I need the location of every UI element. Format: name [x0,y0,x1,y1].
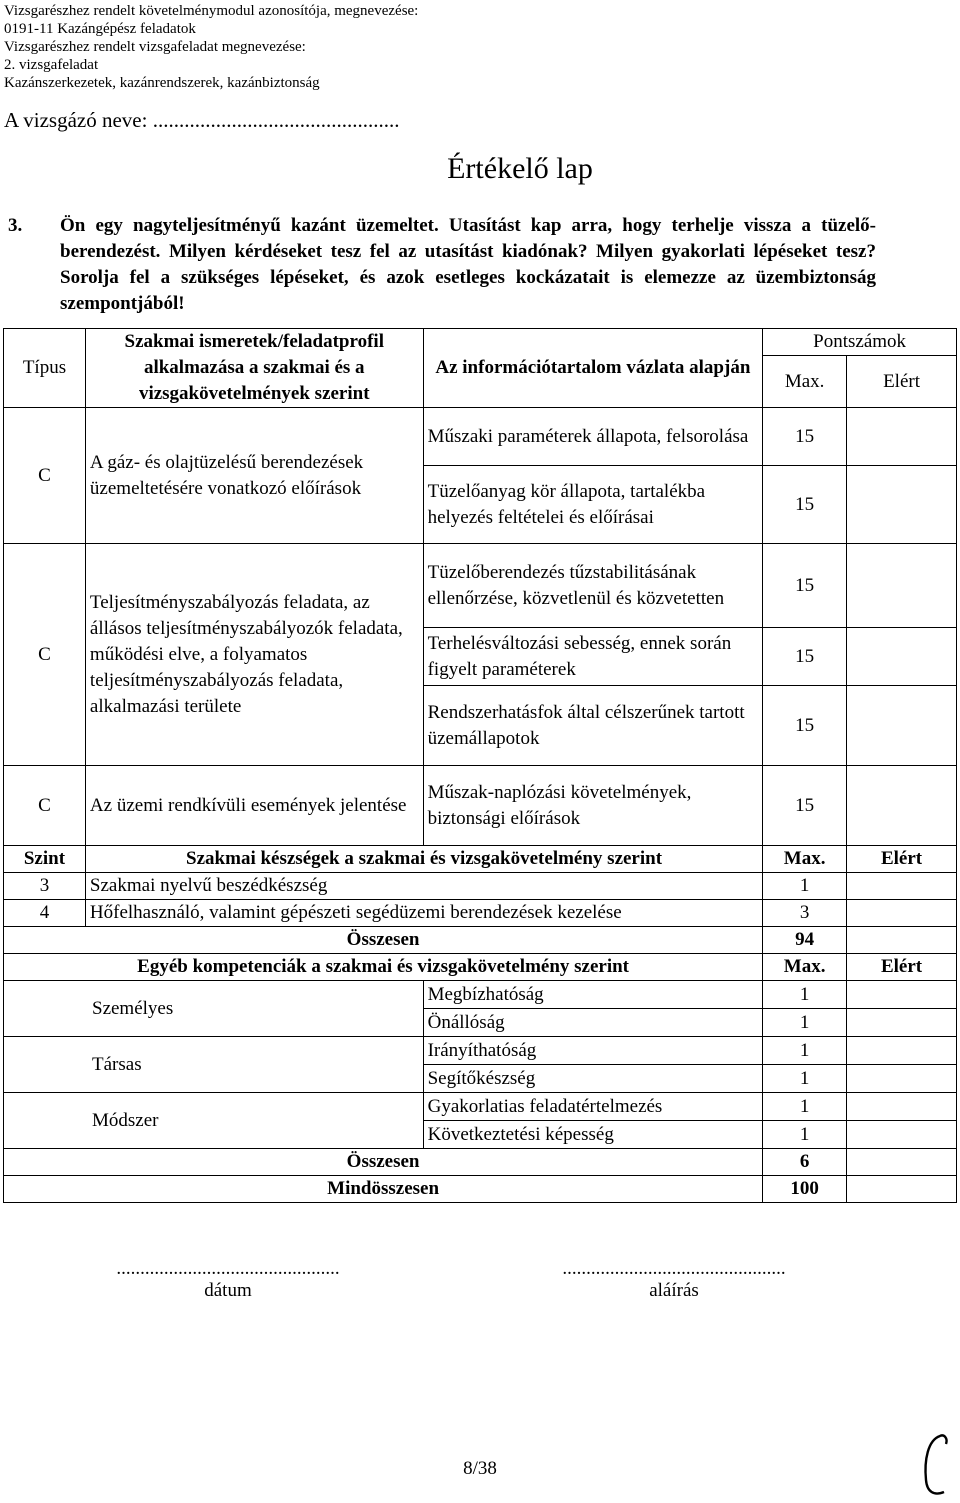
achieved-points[interactable] [847,766,957,846]
points-header: Pontszámok [763,329,957,356]
competence-achieved[interactable] [847,1009,957,1037]
competence-max: 1 [763,1009,847,1037]
achieved-points[interactable] [847,544,957,628]
skills-header: Szakmai készségek a szakmai és vizsgakövetelmény szerint [85,846,762,873]
info-header: Az információtartalom vázlata alapján [423,329,763,408]
competence-max: 1 [763,1121,847,1149]
date-signature-block [92,1258,364,1302]
page-number: 8/38 [463,1458,497,1479]
other-achieved-header: Elért [847,954,957,981]
other-total: 6 [763,1149,847,1176]
candidate-name-field: A vizsgázó neve: ............................................... [4,108,400,132]
competence-achieved[interactable] [847,981,957,1009]
competence-achieved[interactable] [847,1121,957,1149]
max-points: 15 [763,408,847,466]
achieved-header: Elért [847,356,957,408]
competence-item: Irányíthatóság [423,1037,763,1065]
max-points: 15 [763,466,847,544]
signature-block [538,1258,810,1302]
max-points: 15 [763,544,847,628]
competence-item: Önállóság [423,1009,763,1037]
competence-item: Következtetési képesség [423,1121,763,1149]
achieved-points[interactable] [847,628,957,686]
competence-group: Személyes [4,981,424,1037]
date-label: dátum [204,1280,252,1301]
other-total-label: Összesen [4,1149,763,1176]
skills-max-header: Max. [763,846,847,873]
task-description [8,213,876,317]
achieved-points[interactable] [847,686,957,766]
competence-item: Gyakorlatias feladatértelmezés [423,1093,763,1121]
other-max-header: Max. [763,954,847,981]
skill-level: 3 [4,873,86,900]
info-item: Tüzelőberendezés tűzstabilitásának ellenőrzése, közvetlenül és közvetetten [423,544,763,628]
level-header: Szint [4,846,86,873]
page-title: Értékelő lap [447,152,593,185]
skill-max: 1 [763,873,847,900]
handwritten-mark [918,1430,958,1500]
achieved-points[interactable] [847,466,957,544]
competence-achieved[interactable] [847,1037,957,1065]
competence-item: Megbízhatóság [423,981,763,1009]
header-line-1: Vizsgarészhez rendelt követelménymodul azonosítója, megnevezése: [4,3,419,19]
info-item: Terhelésváltozási sebesség, ennek során figyelt paraméterek [423,628,763,686]
skills-total: 94 [763,927,847,954]
group-type: C [4,408,86,544]
task-text: Ön egy nagyteljesítményű kazánt üzemeltet. Utasítást kap arra, hogy terhelje vissza a tüzelő- berendezést. Milyen kérdéseket tesz fel az utasítást kiadónak? Milyen gyakorlati lépéseket tesz? Sorolja fel a szükséges lépéseket, és azok esetleges kockázatait is elemezze az üzembiztonság szempontjából! [60,215,876,314]
skill-achieved[interactable] [847,873,957,900]
group-type: C [4,766,86,846]
max-header: Max. [763,356,847,408]
skill-label: Hőfelhasználó, valamint gépészeti segédüzemi berendezések kezelése [85,900,762,927]
info-item: Műszak-naplózási követelmények, biztonsági előírások [423,766,763,846]
task-number: 3. [8,215,23,236]
max-points: 15 [763,766,847,846]
grand-total-label: Mindösszesen [4,1176,763,1203]
max-points: 15 [763,686,847,766]
skills-total-achieved[interactable] [847,927,957,954]
skills-total-label: Összesen [4,927,763,954]
skills-achieved-header: Elért [847,846,957,873]
skill-level: 4 [4,900,86,927]
competence-group: Módszer [4,1093,424,1149]
document-header [4,2,418,92]
other-header: Egyéb kompetenciák a szakmai és vizsgakövetelmény szerint [4,954,763,981]
group-profile: Az üzemi rendkívüli események jelentése [85,766,423,846]
grand-total: 100 [763,1176,847,1203]
group-type: C [4,544,86,766]
group-profile: A gáz- és olajtüzelésű berendezések üzemeltetésére vonatkozó előírások [85,408,423,544]
info-item: Műszaki paraméterek állapota, felsorolása [423,408,763,466]
other-total-achieved[interactable] [847,1149,957,1176]
info-item: Tüzelőanyag kör állapota, tartalékba helyezés feltételei és előírásai [423,466,763,544]
achieved-points[interactable] [847,408,957,466]
signature-label: aláírás [649,1280,699,1301]
header-line-5: Kazánszerkezetek, kazánrendszerek, kazánbiztonság [4,75,320,91]
grand-total-achieved[interactable] [847,1176,957,1203]
competence-achieved[interactable] [847,1093,957,1121]
header-line-4: 2. vizsgafeladat [4,57,99,73]
group-profile: Teljesítményszabályozás feladata, az állásos teljesítményszabályozók feladata, működési elve, a folyamatos teljesítményszabályozás feladata, alkalmazási területe [85,544,423,766]
header-line-2: 0191-11 Kazángépész feladatok [4,21,196,37]
type-header: Típus [4,329,86,408]
skill-label: Szakmai nyelvű beszédkészség [85,873,762,900]
info-item: Rendszerhatásfok által célszerűnek tartott üzemállapotok [423,686,763,766]
competence-max: 1 [763,981,847,1009]
header-line-3: Vizsgarészhez rendelt vizsgafeladat megnevezése: [4,39,306,55]
evaluation-table [3,328,957,1203]
skill-achieved[interactable] [847,900,957,927]
competence-group: Társas [4,1037,424,1093]
max-points: 15 [763,628,847,686]
competence-achieved[interactable] [847,1065,957,1093]
competence-max: 1 [763,1065,847,1093]
competence-max: 1 [763,1037,847,1065]
skill-max: 3 [763,900,847,927]
profile-header: Szakmai ismeretek/feladatprofil alkalmazása a szakmai és a vizsgakövetelmények szerint [85,329,423,408]
signature-line: ............................................... [562,1258,786,1279]
competence-max: 1 [763,1093,847,1121]
competence-item: Segítőkészség [423,1065,763,1093]
date-line: ............................................... [116,1258,340,1279]
